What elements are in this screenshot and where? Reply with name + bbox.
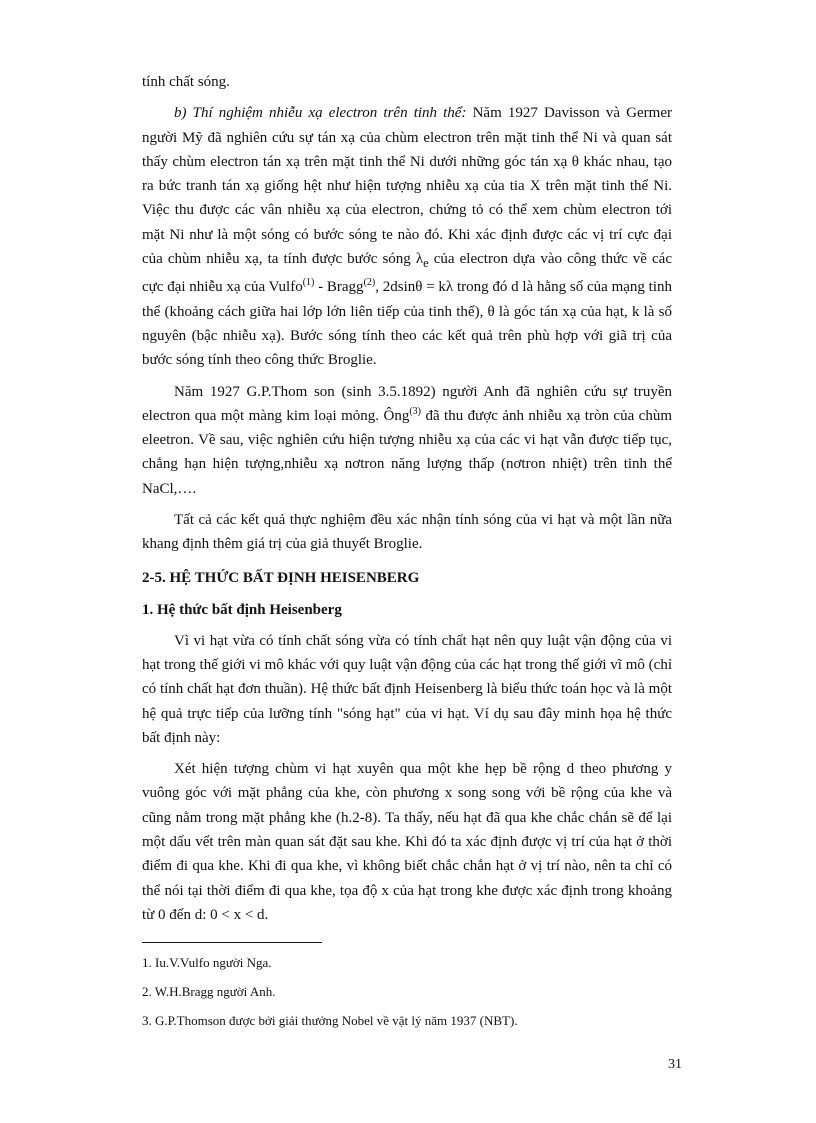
footnote-ref-1[interactable]: (1) [302,277,315,289]
footnote-divider [142,942,322,943]
paragraph-slit-experiment: Xét hiện tượng chùm vi hạt xuyên qua một khe hẹp bề rộng d theo phương y vuông góc với mặt phẳng của khe, còn phương x song song với bề rộng của khe và cũng nằm trong mặt phẳng khe (h.2-8). Ta thấy, nếu hạt đã qua khe chắc chắn sẽ để lại một dấu vết trên màn quan sát đặt sau khe. Khi đó ta xác định được vị trí của hạt ở thời điểm đi qua khe. Khi đi qua khe, vì không biết chắc chắn hạt ở vị trí nào, nên ta chỉ có thể nói tại thời điểm đi qua khe, tọa độ x của hạt trong khe được xác định trong khoảng từ 0 đến d: 0 < x < d. [142,761,672,923]
paragraph-text: của electron dựa vào công thức về các cực đại nhiễu xạ của Vulfo [142,251,672,296]
paragraph-text: Năm 1927 G.P.Thom son (sinh 3.5.1892) người Anh đã nghiên cứu sự truyền electron qua một màng kim loại mỏng. Ông [142,383,672,424]
paragraph-conclusion: Tất cả các kết quả thực nghiệm đều xác nhận tính sóng của vi hạt và một lần nữa khang định thêm giá trị của giả thuyết Broglie. [142,512,672,553]
subsection-heading: 1. Hệ thức bất định Heisenberg [142,601,342,618]
paragraph-text: - Bragg [314,279,364,296]
paragraph-text: , 2dsinθ = kλ trong đó d là hằng số của mạng tinh thể (khoảng cách giữa hai lớp lớn liên tiếp của tinh thể), θ là góc tán xạ của hạt, k là số nguyên (bậc nhiễu xạ). Bước sóng tính theo các kết quả trên phù hợp với giã trị của bước sóng tính theo công thức Broglie. [142,279,672,369]
page-number: 31 [668,1057,682,1072]
footnote-ref-2[interactable]: (2) [363,277,376,289]
page-body [142,70,672,927]
footnote-3: 3. G.P.Thomson được bởi giải thưởng Nobel về vật lý năm 1937 (NBT). [142,1013,518,1028]
paragraph-label: b) Thí nghiệm nhiễu xạ electron trên tinh thể: [174,105,467,122]
paragraph-text: đã thu được ảnh nhiễu xạ tròn của chùm eleetron. Về sau, việc nghiên cứu hiện tượng nhiễu xạ của các vi hạt vẫn được tiếp tục, chẳng hạn hiện tượng,nhiễu xạ nơtron năng lượng thấp (nơtron nhiệt) trên tinh thể NaCl,…. [142,407,672,497]
paragraph-electron-diffraction [142,101,672,372]
paragraph-intro: Vì vi hạt vừa có tính chất sóng vừa có tính chất hạt nên quy luật vận động của vi hạt trong thế giới vi mô khác với quy luật vận động của các hạt trong thế giới vĩ mô (chỉ có tính chất hạt đơn thuần). Hệ thức bất định Heisenberg là biểu thức toán học và là một hệ quả trực tiếp của lưỡng tính "sóng hạt" của vi hạt. Ví dụ sau đây minh họa hệ thức bất định này: [142,632,672,746]
paragraph-text: Năm 1927 Davisson và Germer người Mỹ đã nghiên cứu sự tán xạ của chùm electron trên mặt tinh thể Ni và quan sát thấy chùm electron tán xạ trên mặt tinh thể Ni dưới những góc tán xạ θ khác nhau, tạo ra bức tranh tán xạ giống hệt như hiện tượng nhiễu xạ của tia X trên mặt tinh thể Ni. Việc thu được các vân nhiễu xạ của electron, chứng tỏ có thể xem chùm electron tới mặt Ni như là một sóng có bước sóng te nào đó. Khi xác định được các vị trí cực đại của chùm nhiễu xạ, ta tính được bước sóng λ [142,105,672,268]
footnote-ref-3[interactable]: (3) [409,405,421,417]
footnote-1: 1. Iu.V.Vulfo người Nga. [142,955,272,970]
lambda-subscript: e [423,256,429,271]
top-line: tính chất sóng. [142,74,230,90]
section-heading: 2-5. HỆ THỨC BẤT ĐỊNH HEISENBERG [142,569,420,586]
footnotes [142,955,702,1042]
paragraph-thomson [142,380,672,501]
footnote-2: 2. W.H.Bragg người Anh. [142,984,276,999]
